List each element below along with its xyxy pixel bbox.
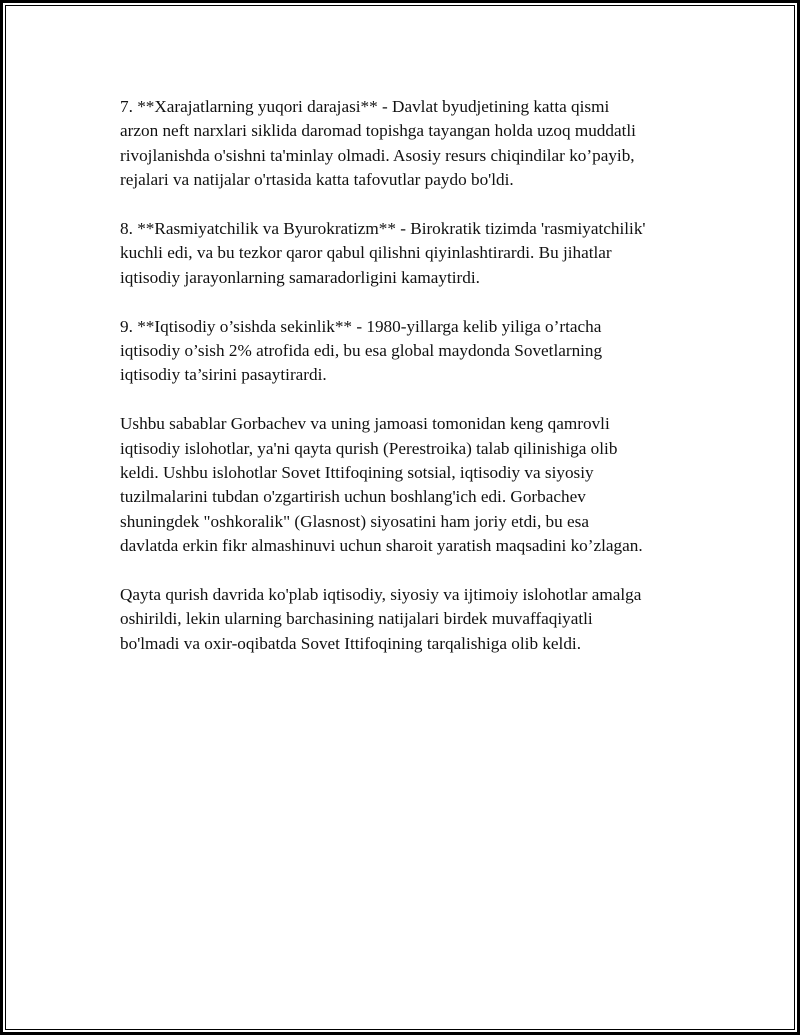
text-line: davlatda erkin fikr almashinuvi uchun sharoit yaratish maqsadini ko’zlagan. [120, 536, 643, 556]
text-line: iqtisodiy islohotlar, ya'ni qayta qurish (Perestroika) talab qilinishiga olib [120, 438, 618, 458]
text-line: 7. **Xarajatlarning yuqori darajasi** - Davlat byudjetining katta qismi [120, 97, 610, 116]
text-line: rejalari va natijalar o'rtasida katta tafovutlar paydo bo'ldi. [120, 170, 514, 190]
paragraph-item-8 [120, 217, 700, 290]
text-line: Qayta qurish davrida ko'plab iqtisodiy, siyosiy va ijtimoiy islohotlar amalga [120, 585, 642, 605]
text-line: 9. **Iqtisodiy o’sishda sekinlik** - 1980-yillarga kelib yiliga o’rtacha [120, 316, 602, 336]
text-line: shuningdek "oshkoralik" (Glasnost) siyosatini ham joriy etdi, bu esa [120, 511, 589, 531]
document-body [120, 95, 700, 681]
text-line: 8. **Rasmiyatchilik va Byurokratizm** - Birokratik tizimda 'rasmiyatchilik' [120, 219, 646, 239]
text-line: Ushbu sabablar Gorbachev va uning jamoasi tomonidan keng qamrovli [120, 414, 610, 434]
paragraph-conclusion [120, 583, 700, 656]
paragraph-item-9 [120, 315, 700, 388]
text-line: iqtisodiy ta’sirini pasaytirardi. [120, 365, 327, 385]
text-line: keldi. Ushbu islohotlar Sovet Ittifoqining sotsial, iqtisodiy va siyosiy [120, 463, 594, 483]
text-line: arzon neft narxlari siklida daromad topishga tayangan holda uzoq muddatli [120, 121, 636, 141]
text-line: tuzilmalarini tubdan o'zgartirish uchun boshlang'ich edi. Gorbachev [120, 487, 586, 507]
text-line: oshirildi, lekin ularning barchasining natijalari birdek muvaffaqiyatli [120, 609, 593, 629]
text-line: iqtisodiy jarayonlarning samaradorligini kamaytirdi. [120, 267, 480, 287]
text-line: bo'lmadi va oxir-oqibatda Sovet Ittifoqining tarqalishiga olib keldi. [120, 633, 581, 653]
text-line: kuchli edi, va bu tezkor qaror qabul qilishni qiyinlashtirardi. Bu jihatlar [120, 243, 612, 263]
text-line: iqtisodiy o’sish 2% atrofida edi, bu esa global maydonda Sovetlarning [120, 341, 603, 361]
paragraph-item-7 [120, 95, 700, 193]
paragraph-reforms [120, 412, 700, 558]
text-line: rivojlanishda o'sishni ta'minlay olmadi. Asosiy resurs chiqindilar ko’payib, [120, 145, 635, 165]
